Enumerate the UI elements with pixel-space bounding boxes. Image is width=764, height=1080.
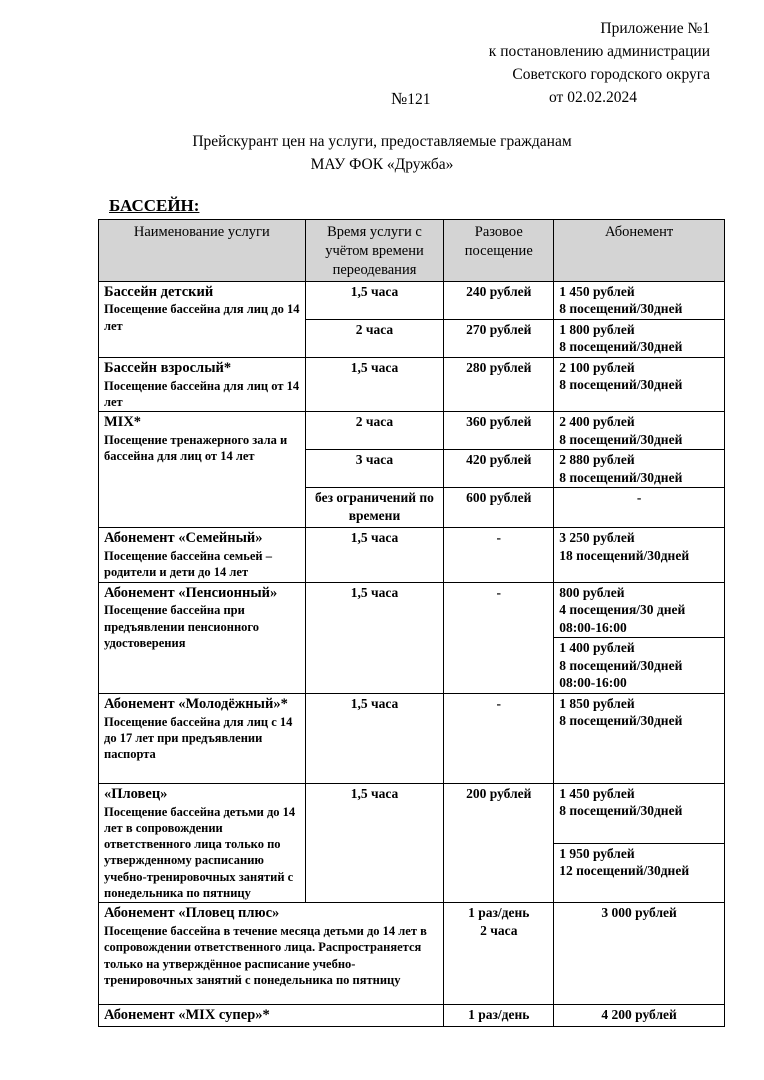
resolution-reference: к постановлению администрации	[488, 43, 710, 60]
service-description: Посещение бассейна для лиц до 14 лет	[104, 302, 300, 333]
subscription-price: 2 400 рублей	[559, 414, 635, 430]
duration-cell: 2 часа	[305, 319, 444, 357]
subscription-price: 1 800 рублей	[559, 321, 635, 337]
table-row	[99, 783, 725, 843]
table-header-row	[99, 220, 725, 282]
subscription-terms: 12 посещений/30дней	[559, 863, 690, 879]
subscription-cell	[554, 1005, 725, 1027]
subscription-cell	[554, 412, 725, 450]
duration-cell: 1,5 часа	[305, 357, 444, 411]
subscription-price: 2 880 рублей	[559, 452, 635, 468]
table-row	[99, 281, 725, 319]
service-description: Посещение бассейна детьми до 14 лет в сопровождении ответственного лица только по утвержденному расписанию учебно-тренировочных занятий с понедельника по пятницу	[104, 804, 296, 900]
single-visit-price: -	[444, 528, 554, 582]
single-visit-price: 200 рублей	[466, 785, 532, 801]
single-visit-price: 280 рублей	[466, 359, 532, 375]
table-row	[99, 528, 725, 582]
service-cell	[99, 412, 306, 528]
district-name: Советского городского округа	[512, 66, 710, 83]
subscription-price: 4 200 рублей	[601, 1007, 677, 1023]
table-row	[99, 693, 725, 783]
subscription-price: 1 450 рублей	[559, 785, 635, 801]
visit-frequency-cell	[444, 903, 554, 1005]
section-heading-pool: БАССЕЙН:	[109, 196, 200, 215]
subscription-price: 800 рублей	[559, 584, 625, 600]
service-cell	[99, 582, 306, 693]
date-prefix: от	[549, 89, 564, 106]
column-header-service: Наименование услуги	[99, 220, 306, 282]
service-cell	[99, 693, 306, 783]
subscription-terms: 18 посещений/30дней	[559, 547, 690, 563]
duration-cell: 1,5 часа	[305, 693, 444, 783]
subscription-hours: 08:00-16:00	[559, 619, 627, 635]
subscription-terms: 8 посещений/30дней	[559, 377, 683, 393]
subscription-cell	[554, 638, 725, 694]
service-description: Посещение бассейна для лиц от 14 лет	[104, 378, 300, 409]
single-visit-price: -	[444, 582, 554, 693]
single-visit-price: 240 рублей	[466, 283, 532, 299]
service-description: Посещение бассейна при предъявлении пенсионного удостоверения	[104, 603, 260, 650]
subscription-cell	[554, 783, 725, 843]
subscription-price: 3 250 рублей	[559, 530, 635, 546]
service-name: Бассейн взрослый*	[104, 359, 232, 376]
subscription-cell	[554, 843, 725, 903]
duration-cell: 3 часа	[305, 450, 444, 488]
duration-cell: без ограничений по времени	[305, 488, 444, 528]
single-visit-price: 270 рублей	[466, 321, 532, 337]
subscription-cell	[554, 450, 725, 488]
number-symbol: №	[391, 89, 408, 108]
service-cell	[99, 1005, 444, 1027]
column-header-subscription: Абонемент	[554, 220, 725, 282]
single-visit-price: 360 рублей	[466, 414, 532, 430]
document-date	[549, 89, 637, 107]
subscription-cell	[554, 582, 725, 638]
service-description: Посещение бассейна в течение месяца детьми до 14 лет в сопровождении ответственного лица. Распространяется только на утверждённое расписание учебно-тренировочных занятий с понедельника по пятницу	[104, 924, 427, 987]
date-value: 02.02.2024	[567, 89, 637, 106]
service-name: Абонемент «Молодёжный»*	[104, 695, 288, 712]
service-name: Абонемент «Семейный»	[104, 530, 263, 547]
column-header-duration: Время услуги с учётом времени переодевания	[305, 220, 444, 282]
table-row	[99, 357, 725, 411]
subscription-cell: -	[554, 488, 725, 528]
subscription-terms: 8 посещений/30дней	[559, 301, 683, 317]
duration-cell: 1,5 часа	[305, 281, 444, 319]
table-row	[99, 582, 725, 638]
duration-cell: 2 часа	[305, 412, 444, 450]
subscription-price: 1 850 рублей	[559, 695, 635, 711]
service-cell	[99, 783, 306, 902]
table-row	[99, 903, 725, 1005]
subscription-terms: 8 посещений/30дней	[559, 713, 683, 729]
table-row	[99, 412, 725, 450]
visit-frequency: 1 раз/день	[444, 1005, 554, 1027]
subscription-cell	[554, 357, 725, 411]
subscription-terms: 8 посещений/30дней	[559, 431, 683, 447]
duration-cell: 1,5 часа	[305, 783, 444, 902]
subscription-cell	[554, 319, 725, 357]
service-name: «Пловец»	[104, 785, 168, 802]
service-name: Бассейн детский	[104, 283, 214, 300]
service-name: Абонемент «Пенсионный»	[104, 584, 278, 601]
subscription-terms: 8 посещений/30дней	[559, 469, 683, 485]
service-cell	[99, 903, 444, 1005]
service-name: Абонемент «Пловец плюс»	[104, 905, 280, 922]
service-cell	[99, 357, 306, 411]
subscription-terms: 8 посещений/30дней	[559, 339, 683, 355]
subscription-terms: 4 посещения/30 дней	[559, 602, 686, 618]
subscription-cell	[554, 903, 725, 1005]
single-visit-price: 600 рублей	[466, 490, 532, 506]
visit-duration: 2 часа	[480, 922, 518, 938]
subscription-terms: 8 посещений/30дней	[559, 803, 683, 819]
subscription-cell	[554, 693, 725, 783]
duration-cell: 1,5 часа	[305, 582, 444, 693]
subscription-cell	[554, 528, 725, 582]
service-cell	[99, 528, 306, 582]
document-number	[391, 89, 430, 109]
service-description: Посещение бассейна семьей – родители и дети до 14 лет	[104, 549, 272, 580]
price-list-title: Прейскурант цен на услуги, предоставляемые гражданам	[192, 133, 572, 150]
subscription-cell	[554, 281, 725, 319]
subscription-price: 1 450 рублей	[559, 283, 635, 299]
table-row	[99, 1005, 725, 1027]
subscription-terms: 8 посещений/30дней	[559, 657, 683, 673]
service-cell	[99, 281, 306, 357]
service-description: Посещение тренажерного зала и бассейна для лиц от 14 лет	[104, 432, 288, 464]
single-visit-price: 420 рублей	[466, 452, 532, 468]
subscription-price: 1 950 рублей	[559, 845, 635, 861]
service-name: Абонемент «MIX супер»*	[104, 1007, 270, 1024]
duration-cell: 1,5 часа	[305, 528, 444, 582]
subscription-price: 1 400 рублей	[559, 640, 635, 656]
column-header-single-visit: Разовое посещение	[444, 220, 554, 282]
visit-frequency: 1 раз/день	[468, 905, 530, 921]
single-visit-price: -	[444, 693, 554, 783]
subscription-price: 3 000 рублей	[601, 905, 677, 921]
service-description: Посещение бассейна для лиц с 14 до 17 лет при предъявлении паспорта	[104, 714, 293, 762]
number-value: 121	[407, 91, 431, 108]
subscription-hours: 08:00-16:00	[559, 675, 627, 691]
price-table	[98, 219, 725, 1027]
service-name: MIX*	[104, 414, 142, 431]
appendix-label: Приложение №1	[600, 20, 710, 37]
subscription-price: 2 100 рублей	[559, 359, 635, 375]
organization-name: МАУ ФОК «Дружба»	[310, 156, 454, 173]
